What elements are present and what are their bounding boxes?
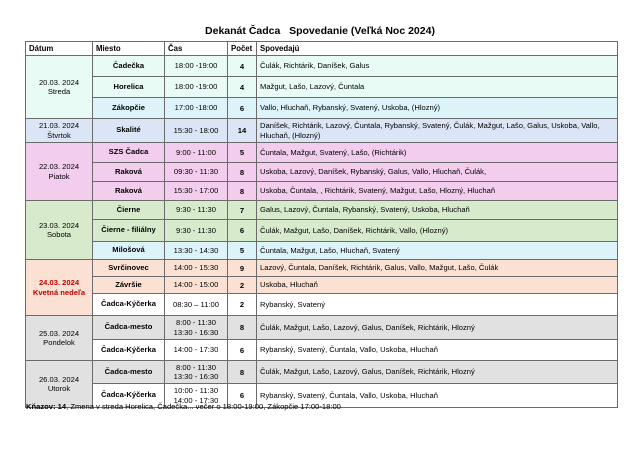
confessors-cell: Galus, Lazový, Čuntala, Rybanský, Svatený, Uskoba, Hluchaň: [257, 201, 618, 220]
place-cell: Čadca-Kýčerka: [93, 294, 165, 316]
confessors-cell: Čulák, Richtárik, Daníšek, Galus: [257, 56, 618, 77]
table-row: [26, 316, 618, 340]
confessors-cell: Mažgut, Lašo, Lazový, Čuntala: [257, 77, 618, 98]
place-cell: Raková: [93, 182, 165, 201]
table-row: [26, 56, 618, 77]
count-cell: 7: [228, 201, 257, 220]
confessors-cell: Rybanský, Svatený: [257, 294, 618, 316]
table-row: [26, 361, 618, 384]
time-cell: [165, 77, 228, 98]
count-cell: 6: [228, 98, 257, 119]
time-range: 18:00 -19:00: [174, 82, 218, 92]
time-range: 09:30 - 11:30: [173, 167, 219, 177]
time-cell: [165, 201, 228, 220]
confessors-cell: Rybanský, Svatený, Čuntala, Vallo, Uskoba, Hluchaň: [257, 340, 618, 361]
date-value: 22.03. 2024: [38, 162, 80, 172]
confessors-cell: Čuntala, Mažgut, Svatený, Lašo, (Richtárik): [257, 143, 618, 163]
count-cell: 6: [228, 340, 257, 361]
time-cell: [165, 361, 228, 384]
table-row: [26, 294, 618, 316]
place-cell: Závršie: [93, 277, 165, 294]
count-cell: 6: [228, 220, 257, 242]
place-cell: Raková: [93, 163, 165, 182]
weekday-label: Streda: [47, 87, 71, 96]
table-row: [26, 277, 618, 294]
count-cell: 4: [228, 56, 257, 77]
time-cell: [165, 242, 228, 260]
count-cell: 2: [228, 277, 257, 294]
place-cell: Čierne - filiálny: [93, 220, 165, 242]
time-cell: [165, 277, 228, 294]
confession-schedule-table: [25, 41, 618, 408]
place-cell: SZS Čadca: [93, 143, 165, 163]
date-cell: [26, 201, 93, 260]
confessors-cell: Čulák, Mažgut, Lašo, Lazový, Galus, Daníšek, Richtárik, Hlozný: [257, 316, 618, 340]
table-row: [26, 201, 618, 220]
count-cell: 8: [228, 163, 257, 182]
table-row: [26, 163, 618, 182]
place-cell: Svrčinovec: [93, 260, 165, 277]
table-row: [26, 182, 618, 201]
time-cell: [165, 260, 228, 277]
date-cell: [26, 143, 93, 201]
count-cell: 4: [228, 77, 257, 98]
time-range: 9:30 - 11:30: [176, 205, 216, 215]
table-row: [26, 220, 618, 242]
time-cell: [165, 98, 228, 119]
count-cell: 8: [228, 316, 257, 340]
confessors-cell: Uskoba, Lazový, Daníšek, Rybanský, Galus, Vallo, Hluchaň, Čulák,: [257, 163, 618, 182]
table-body: [26, 56, 618, 408]
time-cell: [165, 143, 228, 163]
header-count: Počet: [228, 42, 257, 56]
place-cell: Horelica: [93, 77, 165, 98]
count-cell: 6: [228, 384, 257, 408]
place-cell: Čadečka: [93, 56, 165, 77]
count-cell: 9: [228, 260, 257, 277]
time-range: 18:00 -19:00: [174, 61, 218, 71]
confessors-cell: Lazový, Čuntala, Daníšek, Richtárik, Galus, Vallo, Mažgut, Lašo, Čulák: [257, 260, 618, 277]
weekday-label: Utorok: [47, 384, 71, 393]
date-cell: [26, 260, 93, 316]
time-range: 17:00 -18:00: [174, 103, 218, 113]
header-place: Miesto: [93, 42, 165, 56]
place-cell: Čadca-mesto: [93, 316, 165, 340]
table-row: [26, 260, 618, 277]
place-cell: Čierne: [93, 201, 165, 220]
date-value: 23.03. 2024: [38, 220, 80, 230]
time-cell: [165, 220, 228, 242]
time-cell: [165, 294, 228, 316]
header-date: Dátum: [26, 42, 93, 56]
time-cell: [165, 316, 228, 340]
count-cell: 5: [228, 242, 257, 260]
count-cell: 8: [228, 182, 257, 201]
weekday-label: Kvetná nedeľa: [32, 287, 86, 297]
table-row: [26, 242, 618, 260]
date-cell: [26, 56, 93, 119]
place-cell: Skalité: [93, 119, 165, 143]
time-range: 14:00 - 15:30: [173, 263, 219, 273]
table-row: [26, 98, 618, 119]
weekday-label: Pondelok: [43, 338, 75, 347]
confessors-cell: Daníšek, Richtárik, Lazový, Čuntala, Rybanský, Svatený, Čulák, Mažgut, Lašo, Galus, Uskoba, Vallo, Hluchaň, (Hlozný): [257, 119, 618, 143]
header-time: Čas: [165, 42, 228, 56]
date-cell: [26, 119, 93, 143]
time-range: 8:00 - 11:30: [176, 318, 216, 328]
count-cell: 14: [228, 119, 257, 143]
place-cell: Zákopčie: [93, 98, 165, 119]
time-cell: [165, 56, 228, 77]
date-cell: [26, 361, 93, 408]
document-title: Dekanát Čadca Spovedanie (Veľká Noc 2024): [205, 25, 435, 37]
confessors-cell: Čuntala, Mažgut, Lašo, Hluchaň, Svatený: [257, 242, 618, 260]
time-range: 13:30 - 14:30: [173, 245, 219, 255]
time-range: 8:00 - 11:30: [176, 362, 216, 372]
place-cell: Čadca-Kýčerka: [93, 384, 165, 408]
date-value: 26.03. 2024: [38, 374, 80, 384]
confessors-cell: Uskoba, Hluchaň: [257, 277, 618, 294]
time-cell: [165, 340, 228, 361]
date-value: 24.03. 2024: [38, 278, 80, 288]
time-range-secondary: 13:30 - 16:30: [173, 372, 219, 381]
table-row: [26, 143, 618, 163]
time-range: 10:00 - 11:30: [173, 386, 219, 396]
weekday-label: Sobota: [46, 230, 72, 239]
time-cell: [165, 119, 228, 143]
time-range-secondary: 13:30 - 16:30: [173, 327, 219, 337]
time-range: 9:30 - 11:30: [176, 225, 216, 235]
footnote-label: Kňazov: 14: [26, 402, 67, 411]
place-cell: Milošová: [93, 242, 165, 260]
time-cell: [165, 182, 228, 201]
time-range: 9:00 - 11:00: [176, 147, 216, 157]
time-range: 14:00 - 17:30: [173, 345, 219, 355]
time-cell: [165, 163, 228, 182]
table-header-row: [26, 42, 618, 56]
date-value: 21.03. 2024: [38, 121, 80, 131]
weekday-label: Piatok: [48, 171, 70, 181]
date-value: 20.03. 2024: [38, 77, 80, 87]
table-row: [26, 119, 618, 143]
place-cell: Čadca-mesto: [93, 361, 165, 384]
footnote-text: , Zmena v streda Horelica, Čadečka... večer o 18:00-19:00, Zákopčie 17:00-18:00: [66, 402, 341, 411]
table-row: [26, 340, 618, 361]
time-range: 15:30 - 17:00: [173, 186, 219, 196]
count-cell: 8: [228, 361, 257, 384]
count-cell: 5: [228, 143, 257, 163]
footnote: [26, 402, 341, 411]
place-cell: Čadca-Kýčerka: [93, 340, 165, 361]
confessors-cell: Čulák, Mažgut, Lašo, Daníšek, Richtárik, Vallo, (Hlozný): [257, 220, 618, 242]
weekday-label: Štvrtok: [47, 130, 71, 140]
time-range: 08:30 – 11:00: [173, 299, 219, 309]
confessors-cell: Čulák, Mažgut, Lašo, Lazový, Galus, Daníšek, Richtárik, Hlozný: [257, 361, 618, 384]
time-range: 15:30 - 18:00: [173, 125, 219, 135]
time-range-secondary: 14:00 - 17:30: [173, 395, 219, 405]
header-confessors: Spovedajú: [257, 42, 618, 56]
table-row: [26, 77, 618, 98]
date-cell: [26, 316, 93, 361]
confessors-cell: Uskoba, Čuntala, , Richtárik, Svatený, Mažgut, Lašo, Hlozný, Hluchaň: [257, 182, 618, 201]
time-range: 14:00 - 15:00: [173, 280, 219, 290]
confessors-cell: Vallo, Hluchaň, Rybanský, Svatený, Uskoba, (Hlozný): [257, 98, 618, 119]
date-value: 25.03. 2024: [38, 328, 80, 338]
count-cell: 2: [228, 294, 257, 316]
confessors-cell: Rybanský, Svatený, Čuntala, Vallo, Uskoba, Hluchaň: [257, 384, 618, 408]
